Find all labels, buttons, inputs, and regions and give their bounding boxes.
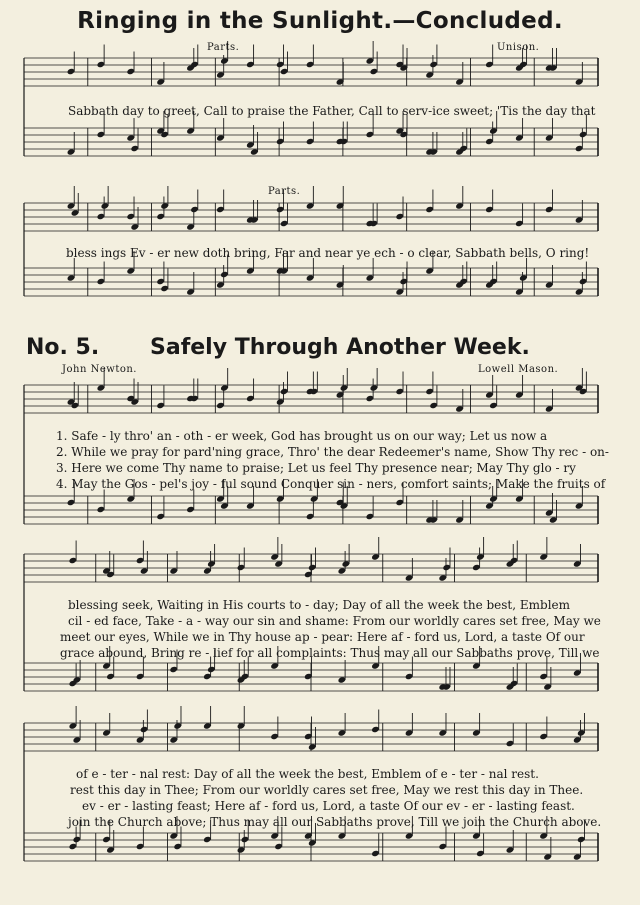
verse-line-s3-2: rest this day in Thee; From our worldly cares set free, May we rest this day in Thee. <box>70 783 584 797</box>
verse-line-s1-4: 4. May the Gos - pel's joy - ful sound Conquer sin - ners, comfort saints; Make the fruits of <box>56 477 606 491</box>
verse-line-s3-4: join the Church above; Thus may all our Sabbaths prove, Till we join the Church above. <box>68 815 602 829</box>
author: John Newton. <box>62 364 137 375</box>
verse-line-s1-3: 3. Here we come Thy name to praise; Let us feel Thy presence near; May Thy glo - ry <box>56 461 576 475</box>
verse-line-s2-2: cil - ed face, Take - a - way our sin and shame: From our worldly cares set free, May we <box>68 614 601 628</box>
hymn1-lyric-line-2: bless ings Ev - er new doth bring, Far and near ye ech - o clear, Sabbath bells, O ring! <box>66 246 590 260</box>
unison-label: Unison. <box>497 42 540 53</box>
parts-label-2: Parts. <box>268 186 301 197</box>
composer: Lowell Mason. <box>478 364 559 375</box>
parts-label: Parts. <box>207 42 240 53</box>
hymn1-lyric-line-1: Sabbath day to greet, Call to praise the Father, Call to serv-ice sweet; 'Tis the day that <box>68 104 596 118</box>
hymn2-title: Safely Through Another Week. <box>150 335 530 360</box>
hymn1-title: Ringing in the Sunlight.—Concluded. <box>77 8 563 34</box>
verse-line-s1-2: 2. While we pray for pard'ning grace, Thro' the dear Redeemer's name, Show Thy rec - on- <box>56 445 609 459</box>
verse-line-s1-1: 1. Safe - ly thro' an - oth - er week, God has brought us on our way; Let us now a <box>56 429 548 443</box>
verse-line-s2-3: meet our eyes, While we in Thy house ap - pear: Here af - ford us, Lord, a taste Of our <box>60 630 585 644</box>
verse-line-s2-4: grace abound, Bring re - lief for all complaints: Thus may all our Sabbaths prove, Till we <box>60 646 600 660</box>
verse-line-s3-3: ev - er - lasting feast; Here af - ford us, Lord, a taste Of our ev - er - lasting feast. <box>82 799 575 813</box>
hymn-number: No. 5. <box>26 335 100 360</box>
verse-line-s3-1: of e - ter - nal rest: Day of all the week the best, Emblem of e - ter - nal rest. <box>76 767 539 781</box>
verse-line-s2-1: blessing seek, Waiting in His courts to - day; Day of all the week the best, Emblem <box>68 598 571 612</box>
